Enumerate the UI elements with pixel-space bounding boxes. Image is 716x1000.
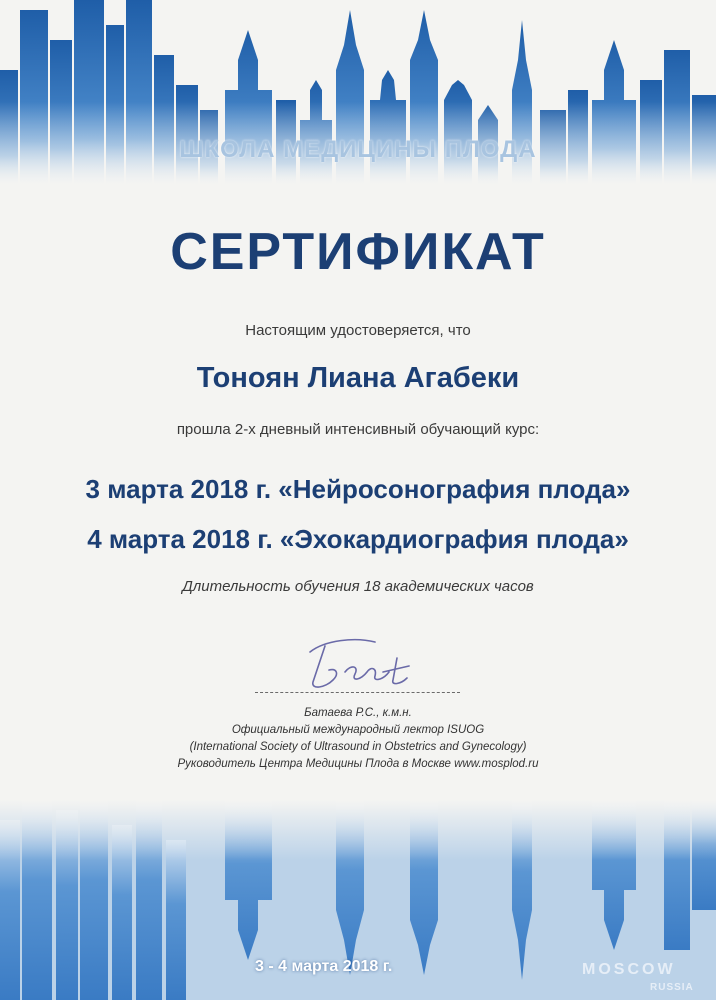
certificate-intro: Настоящим удостоверяется, что — [245, 322, 471, 339]
event-dates: 3 - 4 марта 2018 г. — [255, 958, 393, 975]
recipient-name: Тоноян Лиана Агабеки — [196, 362, 520, 394]
signatory-position: Руководитель Центра Медицины Плода в Москве www.mosplod.ru — [177, 758, 539, 770]
signatory-block — [0, 705, 716, 773]
country-label: RUSSIA — [650, 982, 694, 993]
school-name: ШКОЛА МЕДИЦИНЫ ПЛОДА — [179, 136, 537, 163]
course-item: 4 марта 2018 г. «Эхокардиография плода» — [87, 524, 629, 554]
city-label: MOSCOW — [582, 961, 676, 978]
signature-image — [285, 632, 445, 692]
certificate-title: СЕРТИФИКАТ — [170, 223, 546, 281]
signature-line — [255, 692, 460, 693]
signatory-organization: (International Society of Ultrasound in Obstetrics and Gynecology) — [189, 741, 527, 753]
course-duration: Длительность обучения 18 академических часов — [182, 578, 534, 595]
course-intro: прошла 2-х дневный интенсивный обучающий курс: — [176, 421, 540, 438]
course-item: 3 марта 2018 г. «Нейросонография плода» — [85, 474, 631, 504]
signatory-name: Батаева Р.С., к.м.н. — [304, 707, 412, 719]
signatory-role: Официальный международный лектор ISUOG — [231, 724, 485, 736]
